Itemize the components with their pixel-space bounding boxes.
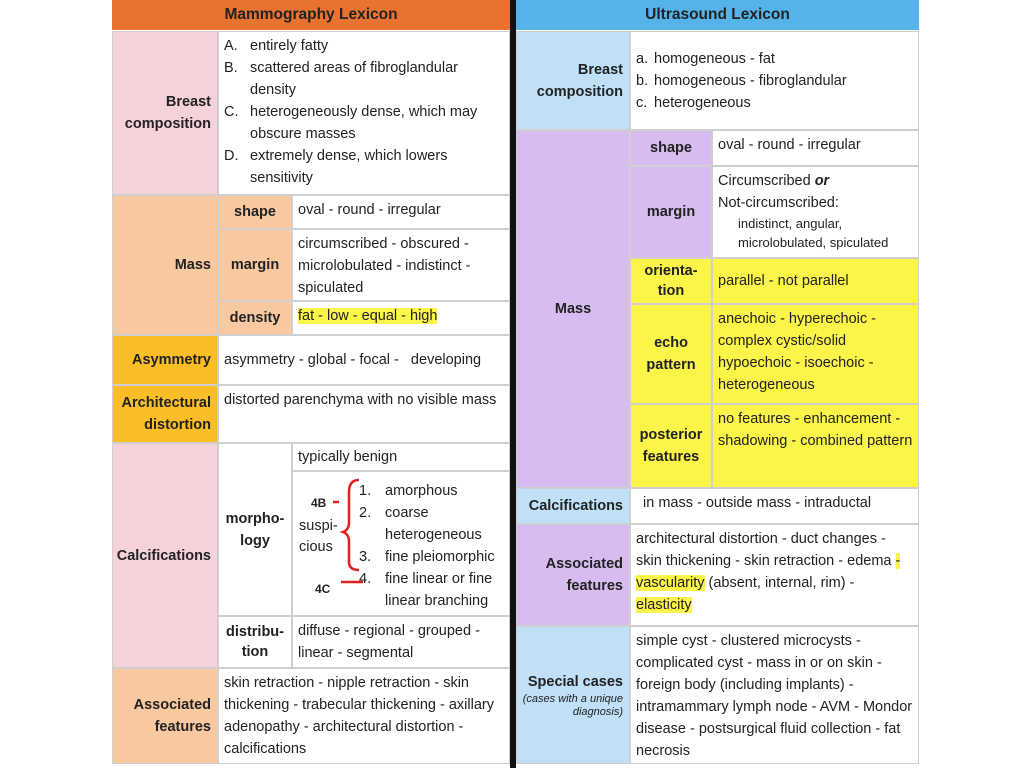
list-item: b. homogeneous - fibroglandular bbox=[636, 73, 847, 89]
list-item: B. scattered areas of fibroglandular density bbox=[224, 60, 458, 98]
mammo-suspicious-list bbox=[359, 480, 509, 612]
us-mass-label: Mass bbox=[516, 130, 630, 488]
mammo-breast-composition-list bbox=[218, 31, 510, 195]
mammo-density-cell bbox=[292, 301, 510, 335]
us-margin-detail: indistinct, angular, microlobulated, spiculated bbox=[738, 216, 889, 250]
list-item: c. heterogeneous bbox=[636, 95, 751, 111]
mammo-density-label: density bbox=[218, 301, 292, 335]
vascularity-highlight: - vascularity bbox=[636, 553, 901, 591]
mammo-distribution-label: distribu- tion bbox=[218, 616, 292, 668]
us-orientation-label: orienta- tion bbox=[630, 258, 712, 304]
tag-4b: 4B bbox=[311, 496, 327, 510]
us-breast-composition-list bbox=[630, 31, 919, 130]
mammo-architectural-distortion-label: Architectural distortion bbox=[112, 385, 218, 443]
list-item: 4. fine linear or fine linear branching bbox=[359, 571, 493, 609]
mammo-associated-features-value: skin retraction - nipple retraction - skin thickening - trabecular thickening - axillary adenopathy - architectural distortion - calcifications bbox=[218, 668, 510, 764]
us-breast-composition-label: Breast composition bbox=[516, 31, 630, 130]
red-bracket-icon bbox=[293, 472, 363, 616]
mammo-mass-label: Mass bbox=[112, 195, 218, 335]
mammo-suspicious-label: suspi- cious bbox=[299, 518, 338, 555]
mammo-density-value: fat - low - equal - high bbox=[298, 308, 438, 324]
mammo-benign-label: typically benign bbox=[292, 443, 510, 471]
mammography-lexicon-table bbox=[112, 0, 510, 768]
mammo-margin-value: circumscribed - obscured - microlobulated - indistinct - spiculated bbox=[292, 229, 510, 301]
mammo-architectural-distortion-value: distorted parenchyma with no visible mass bbox=[218, 385, 510, 443]
mammo-morphology-label: morpho- logy bbox=[218, 443, 292, 616]
list-item: C. heterogeneously dense, which may obscure masses bbox=[224, 104, 478, 142]
list-item: a. homogeneous - fat bbox=[636, 51, 775, 67]
list-item: 1. amorphous bbox=[359, 483, 458, 499]
us-margin-label: margin bbox=[630, 166, 712, 258]
us-special-cases-value: simple cyst - clustered microcysts - complicated cyst - mass in or on skin - foreign body (including implants) - intramammary lymph node - AVM - Mondor disease - postsurgical fluid collection - fat necrosis bbox=[630, 626, 919, 764]
us-special-cases-label: Special cases bbox=[527, 674, 623, 690]
tag-4c: 4C bbox=[315, 582, 331, 596]
us-shape-value: oval - round - irregular bbox=[712, 130, 919, 166]
mammo-shape-value: oval - round - irregular bbox=[292, 195, 510, 229]
ultrasound-header: Ultrasound Lexicon bbox=[516, 0, 919, 30]
mammo-distribution-value: diffuse - regional - grouped - linear - segmental bbox=[292, 616, 510, 668]
us-special-cases-label-cell bbox=[516, 626, 630, 764]
us-orientation-value: parallel - not parallel bbox=[712, 258, 919, 304]
mammo-asymmetry-value: asymmetry - global - focal - developing bbox=[218, 335, 510, 385]
mammo-suspicious-block bbox=[292, 471, 510, 616]
mammo-shape-label: shape bbox=[218, 195, 292, 229]
mammo-margin-label: margin bbox=[218, 229, 292, 301]
list-item: 3. fine pleiomorphic bbox=[359, 549, 495, 565]
us-calcifications-value: in mass - outside mass - intraductal bbox=[630, 488, 919, 524]
us-calcifications-label: Calcifications bbox=[516, 488, 630, 524]
list-item: A. entirely fatty bbox=[224, 38, 329, 54]
us-posterior-features-label: posterior features bbox=[630, 404, 712, 488]
us-shape-label: shape bbox=[630, 130, 712, 166]
us-echo-pattern-value: anechoic - hyperechoic - complex cystic/solid hypoechoic - isoechoic - heterogeneous bbox=[712, 304, 919, 404]
us-echo-pattern-label: echo pattern bbox=[630, 304, 712, 404]
us-margin-value: Circumscribed or Not-circumscribed: indistinct, angular, microlobulated, spiculated bbox=[712, 166, 919, 258]
elasticity-highlight: elasticity bbox=[636, 597, 692, 613]
list-item: D. extremely dense, which lowers sensitivity bbox=[224, 148, 448, 186]
mammo-associated-features-label: Associated features bbox=[112, 668, 218, 764]
us-special-cases-sublabel: (cases with a unique diagnosis) bbox=[522, 693, 623, 718]
mammography-header: Mammography Lexicon bbox=[112, 0, 510, 30]
mammo-calcifications-label: Calcifications bbox=[112, 443, 218, 668]
us-associated-features-value: architectural distortion - duct changes - skin thickening - skin retraction - edema - vascularity (absent, internal, rim) - elasticity bbox=[630, 524, 919, 626]
ultrasound-lexicon-table bbox=[516, 0, 919, 768]
mammo-asymmetry-label: Asymmetry bbox=[112, 335, 218, 385]
list-item: 2. coarse heterogeneous bbox=[359, 505, 482, 543]
us-associated-features-label: Associated features bbox=[516, 524, 630, 626]
mammo-breast-composition-label: Breast composition bbox=[112, 31, 218, 195]
us-posterior-features-value: no features - enhancement - shadowing - combined pattern bbox=[712, 404, 919, 488]
